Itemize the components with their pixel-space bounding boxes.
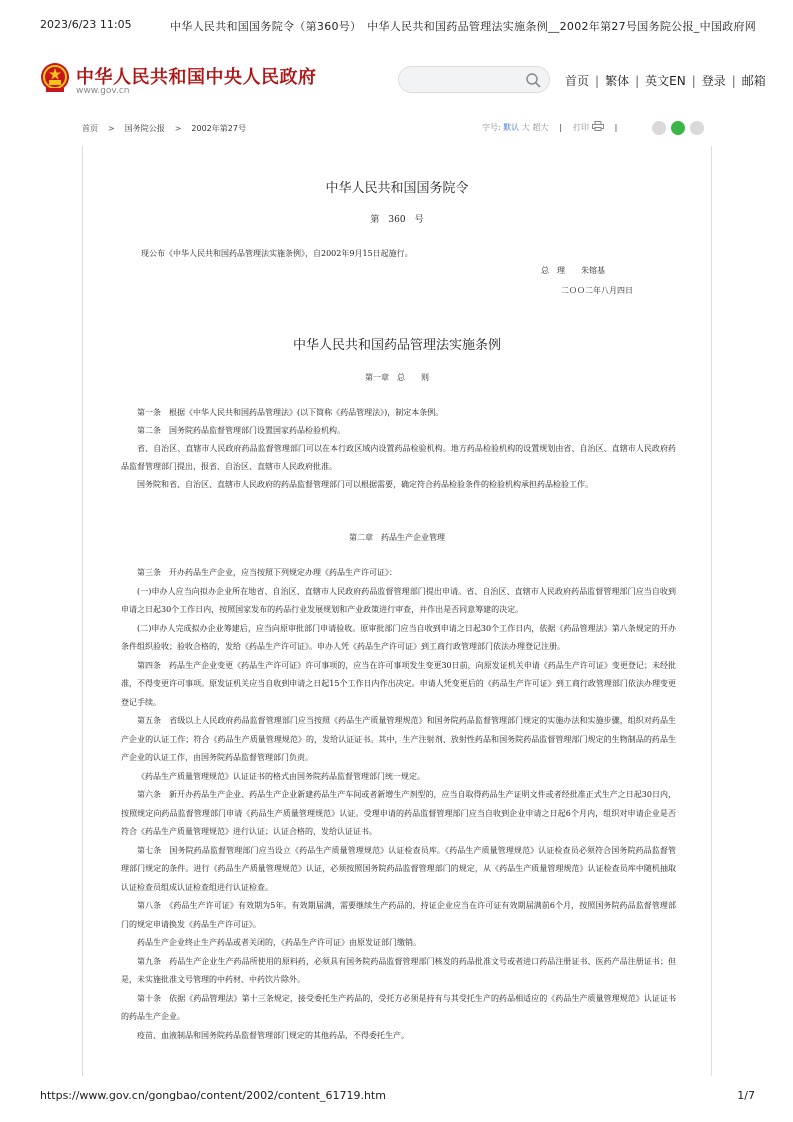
nav-english[interactable]: 英文EN [645,74,686,88]
nav-separator: | [595,74,600,88]
print-header [40,18,755,34]
breadcrumb-home[interactable]: 首页 [82,124,98,133]
paragraph: 第九条 药品生产企业生产药品所使用的原料药，必须具有国务院药品监督管理部门核发的药品批准文号或者进口药品注册证书、医药产品注册证书；但是，未实施批准文号管理的中药材、中药饮片除外。 [121,956,676,984]
decree-text: 现公布《中华人民共和国药品管理法实施条例》，自2002年9月15日起施行。 [141,249,413,258]
paragraph: (二)申办人完成拟办企业筹建后，应当向原审批部门申请验收。原审批部门应当自收到申请之日起30个工作日内，依据《药品管理法》第八条规定的开办条件组织验收；验收合格的，发给《药品生产许可证》。申办人凭《药品生产许可证》到工商行政管理部门依法办理登记注册。 [121,623,676,651]
wechat-share-icon[interactable] [671,121,685,135]
paragraph: 第六条 新开办药品生产企业、药品生产企业新建药品生产车间或者新增生产剂型的，应当自取得药品生产证明文件或者经批准正式生产之日起30日内，按照规定向药品监督管理部门申请《药品生产质量管理规范》认证。受理申请的药品监督管理部门应当自收到企业申请之日起6个月内，组织对申请企业是否符合《药品生产质量管理规范》进行认证；认证合格的，发给认证证书。 [121,790,676,836]
nav-separator: | [635,74,640,88]
nav-separator: | [691,74,696,88]
article-body [82,146,712,1076]
site-brand-logo[interactable]: 中华人民共和国中央人民政府 [76,67,317,88]
site-header [40,58,766,102]
chapter-one-body [121,404,676,494]
printer-icon[interactable] [592,121,604,131]
font-size-large[interactable]: 大 [521,123,530,132]
search-input[interactable] [398,66,550,93]
print-button[interactable]: 打印 [573,123,590,132]
search-icon[interactable] [525,72,541,88]
top-nav [565,72,766,89]
font-size-xlarge[interactable]: 超大 [532,123,549,132]
paragraph: 第三条 开办药品生产企业，应当按照下列规定办理《药品生产许可证》： [137,568,397,577]
decree-number: 第 360 号 [370,215,424,225]
print-timestamp: 2023/6/23 11:05 [40,18,132,31]
paragraph: 第四条 药品生产企业变更《药品生产许可证》许可事项的，应当在许可事项发生变更30日前，向原发证机关申请《药品生产许可证》变更登记；未经批准，不得变更许可事项。原发证机关应当自收到申请之日起15个工作日内作出决定。申请人凭变更后的《药品生产许可证》到工商行政管理部门依法办理变更登记手续。 [121,660,676,707]
decree-date: 二ＯＯ二年八月四日 [561,286,633,295]
chapter-two-body [121,564,676,1045]
decree-signer: 总 理 朱镕基 [541,266,605,275]
nav-home[interactable]: 首页 [565,74,590,88]
site-domain: www.gov.cn [76,86,130,96]
paragraph: 《药品生产质量管理规范》认证证书的格式由国务院药品监督管理部门统一规定。 [137,771,425,781]
paragraph: 第七条 国务院药品监督管理部门应当设立《药品生产质量管理规范》认证检查员库。《药品生产质量管理规范》认证检查员必须符合国务院药品监督管理部门规定的条件。进行《药品生产质量管理规范》认证，必须按照国务院药品监督管理部门的规定，从《药品生产质量管理规范》认证检查员库中随机抽取认证检查员组成认证检查组进行认证检查。 [121,845,676,892]
chapter-heading: 第二章 药品生产企业管理 [349,533,445,542]
print-footer [40,1089,755,1105]
paragraph: 疫苗、血液制品和国务院药品监督管理部门规定的其他药品，不得委托生产。 [137,1030,409,1040]
paragraph: (一)申办人应当向拟办企业所在地省、自治区、直辖市人民政府药品监督管理部门提出申请。省、自治区、直辖市人民政府药品监督管理部门应当自收到申请之日起30个工作日内，按照国家发布的药品行业发展规划和产业政策进行审查，并作出是否同意筹建的决定。 [121,586,676,614]
nav-mail[interactable]: 邮箱 [741,74,766,88]
national-emblem-icon[interactable] [40,62,70,94]
font-size-default[interactable]: 默认 [503,123,520,132]
nav-login[interactable]: 登录 [701,74,726,88]
paragraph: 第二条 国务院药品监督管理部门设置国家药品检验机构。 [137,426,345,435]
article-tools [482,121,628,135]
paragraph: 第十条 依据《药品管理法》第十三条规定，接受委托生产药品的，受托方必须是持有与其受托生产的药品相适应的《药品生产质量管理规范》认证证书的药品生产企业。 [121,993,676,1021]
tools-separator: | [559,123,563,132]
paragraph: 药品生产企业终止生产药品或者关闭的，《药品生产许可证》由原发证部门缴销。 [137,938,421,947]
breadcrumb [82,123,246,134]
favorite-star-icon[interactable] [690,121,704,135]
paragraph: 第八条 《药品生产许可证》有效期为5年。有效期届满，需要继续生产药品的，持证企业应当在许可证有效期届满前6个月，按照国务院药品监督管理部门的规定申请换发《药品生产许可证》。 [121,901,676,929]
paragraph: 省、自治区、直辖市人民政府药品监督管理部门可以在本行政区域内设置药品检验机构。地方药品检验机构的设置规划由省、自治区、直辖市人民政府药品监督管理部门提出，报省、自治区、直辖市人民政府批准。 [121,444,676,471]
chevron-right-icon: > [174,124,182,133]
weibo-share-icon[interactable] [652,121,666,135]
paragraph: 第一条 根据《中华人民共和国药品管理法》(以下简称《药品管理法》)，制定本条例。 [137,408,444,417]
paragraph: 第五条 省级以上人民政府药品监督管理部门应当按照《药品生产质量管理规范》和国务院药品监督管理部门规定的实施办法和实施步骤，组织对药品生产企业的认证工作；符合《药品生产质量管理规范》的，发给认证证书。其中，生产注射剂、放射性药品和国务院药品监督管理部门规定的生物制品的药品生产企业的认证工作，由国务院药品监督管理部门负责。 [121,716,676,762]
font-size-label: 字号: [482,123,501,132]
tools-separator: | [614,123,618,132]
decree-title: 中华人民共和国国务院令 [325,181,469,196]
breadcrumb-issue[interactable]: 2002年第27号 [191,124,246,133]
chevron-right-icon: > [108,124,115,133]
chapter-heading: 第一章 总 则 [365,373,429,382]
regulation-title: 中华人民共和国药品管理法实施条例 [292,338,501,353]
share-buttons [652,121,714,135]
print-url: https://www.gov.cn/gongbao/content/2002/content_61719.htm [40,1089,386,1102]
paragraph: 国务院和省、自治区、直辖市人民政府的药品监督管理部门可以根据需要，确定符合药品检验条件的检验机构承担药品检验工作。 [137,480,593,489]
nav-separator: | [731,74,736,88]
crumb-toolbar [82,121,714,135]
page-number: 1/7 [737,1089,755,1102]
print-page-title: 中华人民共和国国务院令（第360号） 中华人民共和国药品管理法实施条例__2002年第27号国务院公报_中国政府网 [170,20,757,33]
breadcrumb-gazette[interactable]: 国务院公报 [124,124,165,133]
nav-traditional[interactable]: 繁体 [605,74,630,88]
